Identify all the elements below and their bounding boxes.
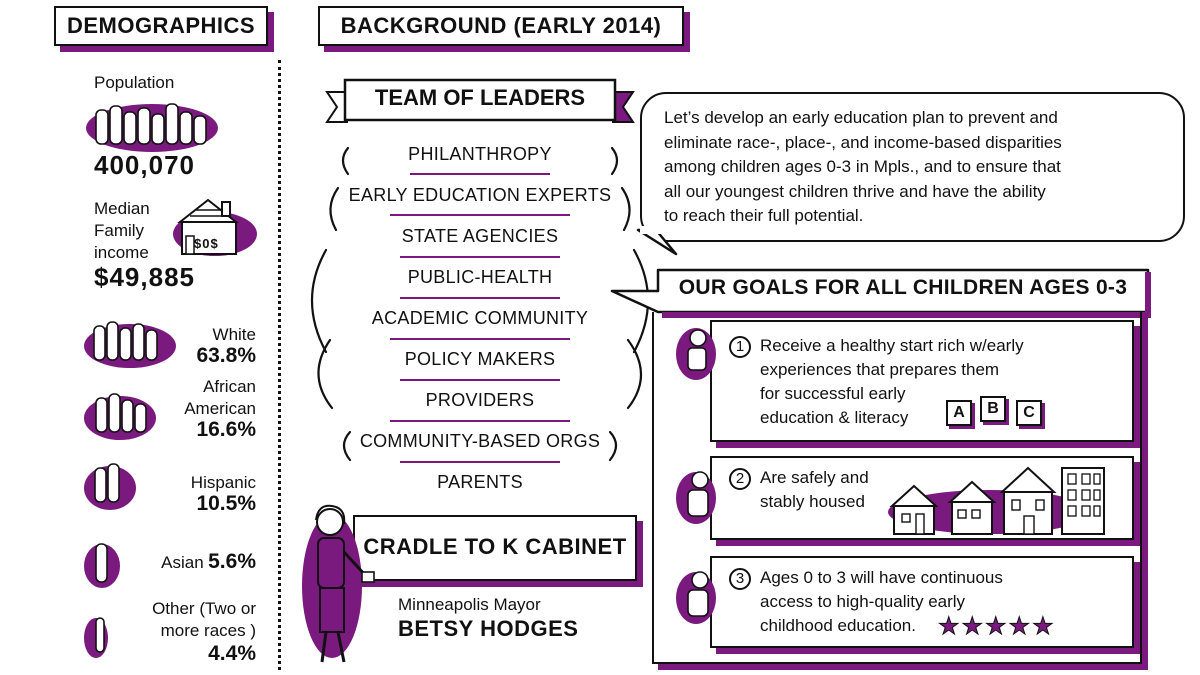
quote-line: among children ages 0-3 in Mpls., and to ensure that	[664, 157, 1061, 176]
house-dollar-signs: $0$	[194, 236, 219, 251]
asian-person-icon	[82, 536, 122, 592]
house-icon	[160, 192, 260, 262]
star-icon: ★	[961, 613, 986, 640]
white-pct: 63.8%	[196, 344, 256, 367]
team-item: ACADEMIC COMMUNITY	[371, 308, 589, 328]
team-item: PARENTS	[437, 472, 523, 492]
mayor-title: Minneapolis Mayor	[398, 595, 541, 614]
other-name-1: Other (Two or	[152, 599, 256, 618]
quote-line: to reach their full potential.	[664, 206, 864, 225]
quote-bubble	[640, 92, 1185, 242]
african-american-pct: 16.6%	[196, 418, 256, 441]
team-item: STATE AGENCIES	[401, 226, 559, 246]
team-item: PUBLIC-HEALTH	[407, 267, 553, 287]
goal-line: childhood education.	[760, 616, 916, 635]
hispanic-people-icon	[82, 458, 142, 514]
asian-pct: 5.6%	[208, 550, 256, 573]
goal-number: 1	[729, 336, 751, 358]
goal-line: Are safely and	[760, 468, 869, 487]
abc-block: B	[980, 396, 1006, 422]
white-name: White	[212, 325, 256, 344]
column-divider	[278, 60, 281, 670]
background-title: BACKGROUND (EARLY 2014)	[318, 6, 684, 46]
abc-block: A	[946, 400, 972, 426]
other-name-2: more races )	[160, 621, 256, 640]
bubble-tail-patch	[640, 226, 662, 236]
asian-name: Asian	[161, 553, 204, 572]
child-icon	[672, 464, 722, 528]
goal-line: education & literacy	[760, 408, 909, 427]
goals-title: OUR GOALS FOR ALL CHILDREN AGES 0-3	[678, 276, 1128, 299]
population-value: 400,070	[94, 150, 195, 180]
goal-line: access to high-quality early	[760, 592, 966, 611]
income-value: $49,885	[94, 262, 195, 292]
star-icon: ★	[985, 613, 1009, 640]
goal-line: Receive a healthy start rich w/early	[760, 336, 1024, 355]
star-icon: ★	[1032, 613, 1056, 640]
team-item: PHILANTHROPY	[408, 144, 552, 164]
mayor-name: BETSY HODGES	[398, 616, 579, 641]
hispanic-pct: 10.5%	[196, 492, 256, 515]
team-title: TEAM OF LEADERS	[374, 85, 586, 110]
team-item: PROVIDERS	[425, 390, 535, 410]
other-person-icon	[84, 612, 114, 662]
income-label-3: income	[94, 243, 149, 262]
goal-line: for successful early	[760, 384, 906, 403]
hispanic-name: Hispanic	[190, 473, 256, 492]
goal-line: experiences that prepares them	[760, 360, 1000, 379]
population-people-icon	[82, 96, 222, 154]
team-item: COMMUNITY-BASED ORGS	[359, 431, 601, 451]
child-with-book-icon	[672, 564, 722, 628]
team-item: EARLY EDUCATION EXPERTS	[348, 185, 612, 205]
team-brackets	[300, 140, 660, 510]
demographics-title: DEMOGRAPHICS	[54, 6, 268, 46]
income-label-2: Family	[94, 221, 145, 240]
goal-line: stably housed	[760, 492, 865, 511]
star-icon: ★	[938, 613, 962, 640]
quality-stars	[938, 612, 1056, 641]
goal-number: 2	[729, 468, 751, 490]
team-item: POLICY MAKERS	[404, 349, 556, 369]
quote-line: Let’s develop an early education plan to prevent and	[664, 108, 1058, 127]
income-label-1: Median	[94, 199, 150, 218]
goal-number: 3	[729, 568, 751, 590]
asian-row	[140, 550, 256, 574]
goal-line: Ages 0 to 3 will have continuous	[760, 568, 1003, 587]
population-label: Population	[94, 73, 175, 92]
african-american-name-1: African	[203, 377, 256, 396]
cabinet-banner: CRADLE TO K CABINET	[353, 515, 637, 581]
goal-text	[760, 466, 869, 514]
baby-reading-icon	[672, 322, 722, 382]
other-pct: 4.4%	[208, 642, 256, 665]
mayor-figure-icon	[296, 500, 386, 670]
quote-line: eliminate race-, place-, and income-based disparities	[664, 132, 1062, 152]
african-american-name-2: American	[184, 399, 256, 418]
abc-block: C	[1016, 400, 1042, 426]
quote-line: all our youngest children thrive and have the ability	[664, 181, 1046, 201]
star-icon: ★	[1008, 613, 1033, 640]
housing-icon	[886, 462, 1116, 536]
